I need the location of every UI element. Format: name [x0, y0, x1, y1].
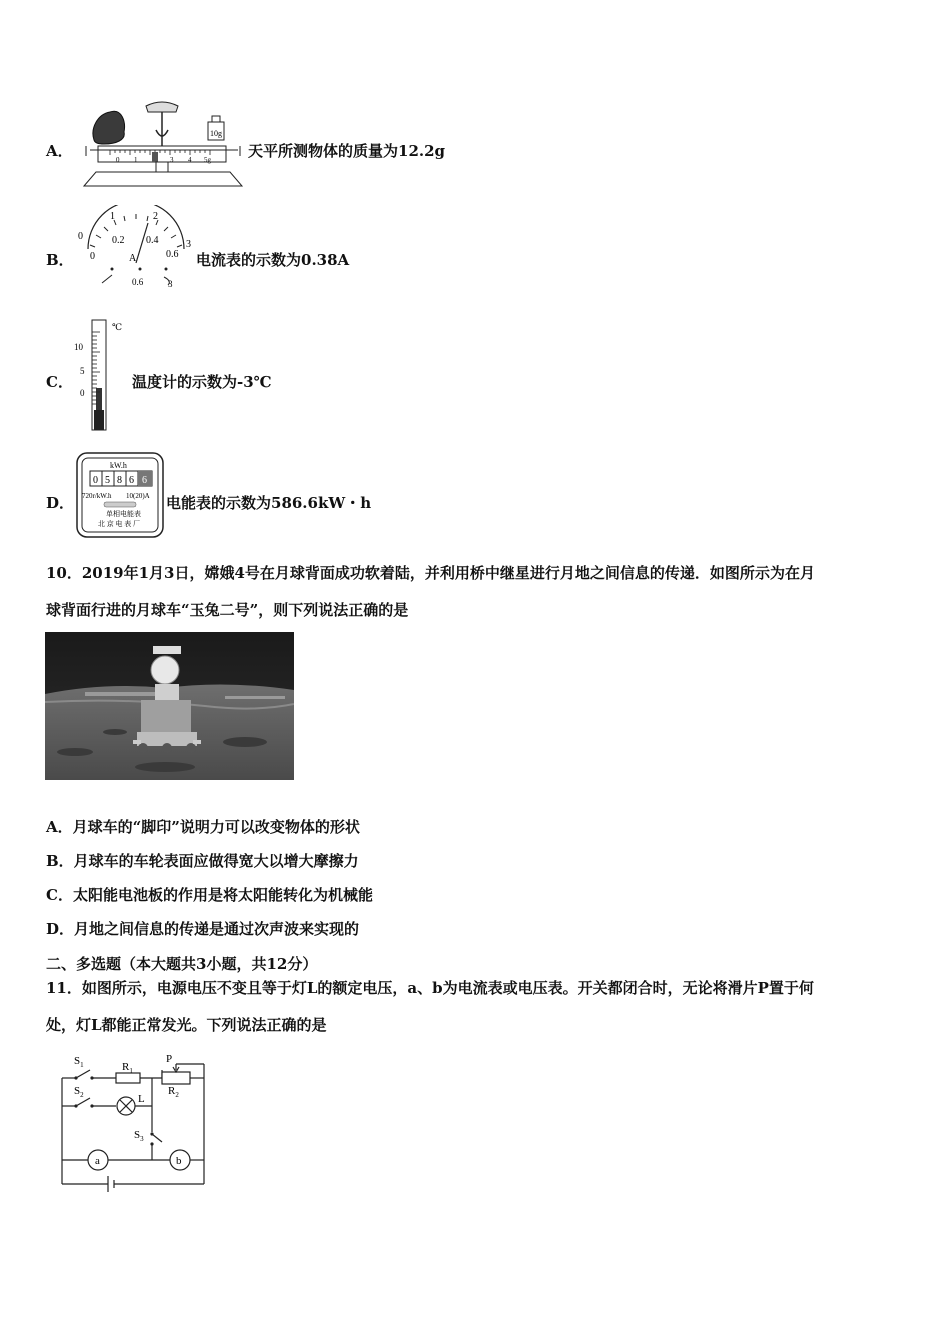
q10-line1: 10．2019年1月3日，嫦娥4号在月球背面成功软着陆，并利用桥中继星进行月地之间信息的传递．如图所示为在月: [46, 564, 815, 582]
weight-label: 10g: [210, 129, 222, 138]
meter-line2: 北 京 电 表 厂: [98, 520, 140, 528]
thermo-label-0: 0: [80, 388, 85, 398]
balance-figure: [80, 100, 245, 188]
p-label: P: [166, 1053, 173, 1065]
meter-unit: kW.h: [110, 461, 127, 470]
s1-label: $S_1$: [74, 1055, 84, 1069]
scale-1: 1: [134, 156, 138, 164]
meter-digit-1: 5: [105, 475, 110, 486]
meter-a-label: a: [95, 1155, 100, 1167]
meter-digit-2: 8: [117, 475, 122, 486]
meter-spec-left: 720r/kW.h: [82, 492, 112, 500]
ammeter-upper-2: 2: [153, 211, 158, 222]
scale-4: 4: [188, 156, 192, 164]
option-d-text: 电能表的示数为586.6kW・h: [166, 494, 372, 512]
meter-b-label: b: [176, 1155, 182, 1167]
s2-label: $S_2$: [74, 1085, 84, 1099]
option-b-text: 电流表的示数为0.38A: [196, 251, 350, 269]
scale-0: 0: [116, 156, 120, 164]
thermo-label-10: 10: [74, 342, 83, 352]
scale-3: 3: [170, 156, 174, 164]
ammeter-lower-0: 0: [90, 251, 95, 262]
option-a-text: 天平所测物体的质量为12.2g: [248, 142, 446, 160]
q11-line1: 11．如图所示，电源电压不变且等于灯L的额定电压，a、b为电流表或电压表。开关都闭合时，无论将滑片P置于何: [46, 979, 814, 997]
option-a-letter: A．: [46, 142, 73, 160]
ammeter-lower-2: 0.4: [146, 235, 159, 246]
meter-line1: 单相电能表: [106, 510, 141, 518]
r2-label: $R_2$: [168, 1085, 179, 1099]
terminal-06: 0.6: [132, 277, 144, 287]
s3-label: $S_3$: [134, 1129, 144, 1143]
ammeter-upper-3: 3: [186, 239, 191, 250]
q10-option-a: A．月球车的“脚印”说明力可以改变物体的形状: [46, 818, 360, 836]
q10-option-c: C．太阳能电池板的作用是将太阳能转化为机械能: [46, 886, 373, 904]
moon-rover-photo: [45, 632, 294, 780]
thermo-label-5: 5: [80, 366, 85, 376]
circuit-diagram: [54, 1050, 212, 1196]
meter-digit-3: 6: [129, 475, 134, 486]
option-b-letter: B．: [46, 251, 74, 269]
ammeter-center-label: A: [129, 253, 137, 264]
option-c-text: 温度计的示数为-3℃: [132, 373, 272, 391]
r1-label: $R_1$: [122, 1061, 133, 1075]
energy-meter-figure: [76, 452, 164, 538]
q10-option-d: D．月地之间信息的传递是通过次声波来实现的: [46, 920, 360, 938]
ammeter-upper-0: 0: [78, 231, 83, 242]
option-d-letter: D．: [46, 494, 75, 512]
q11-line2: 处，灯L都能正常发光。下列说法正确的是: [46, 1016, 327, 1034]
q10-option-b: B．月球车的车轮表面应做得宽大以增大摩擦力: [46, 852, 359, 870]
meter-spec-right: 10(20)A: [126, 492, 150, 500]
section-title: 二、多选题（本大题共3小题，共12分）: [46, 955, 318, 973]
ammeter-figure: [74, 205, 196, 291]
meter-digit-4: 6: [142, 475, 147, 486]
ammeter-upper-1: 1: [110, 211, 115, 222]
thermo-unit: ℃: [112, 322, 123, 332]
ammeter-lower-3: 0.6: [166, 249, 179, 260]
meter-digit-0: 0: [93, 475, 98, 486]
thermometer-figure: [72, 318, 132, 432]
option-c-letter: C．: [46, 373, 73, 391]
ammeter-lower-1: 0.2: [112, 235, 125, 246]
scale-5: 5g: [204, 156, 211, 164]
q10-line2: 球背面行进的月球车“玉兔二号”，则下列说法正确的是: [46, 601, 409, 619]
terminal-3: 3: [168, 279, 173, 289]
lamp-label: L: [138, 1093, 145, 1105]
